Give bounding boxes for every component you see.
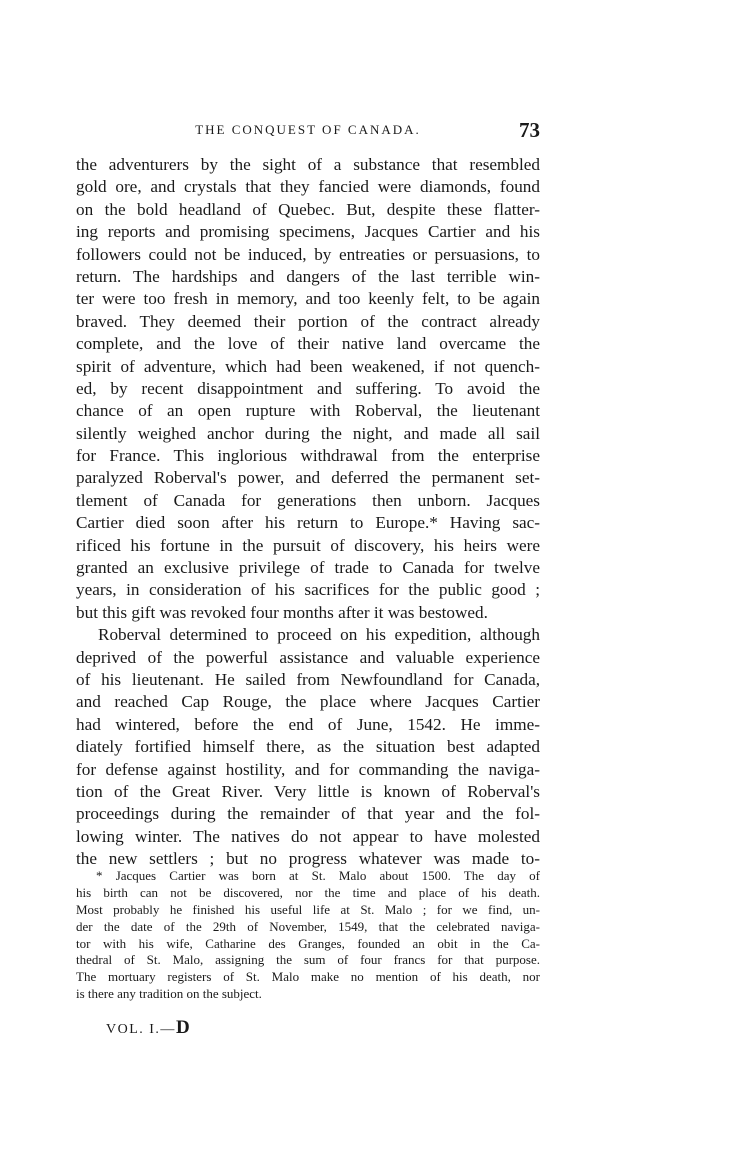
text-line: silently weighed anchor during the night, and made all sail (76, 423, 540, 443)
text-line: spirit of adventure, which had been weakened, if not quench- (76, 356, 540, 376)
footnote-line: thedral of St. Malo, assigning the sum of four francs for that purpose. (76, 952, 540, 968)
text-line: for defense against hostility, and for commanding the naviga- (76, 759, 540, 779)
footnote-line: his birth can not be discovered, nor the time and place of his death. (76, 884, 540, 900)
text-line: had wintered, before the end of June, 1542. He imme- (76, 714, 540, 734)
text-line: braved. They deemed their portion of the contract already (76, 311, 540, 331)
text-line: rificed his fortune in the pursuit of discovery, his heirs were (76, 535, 540, 555)
text-line: paralyzed Roberval's power, and deferred the permanent set- (76, 468, 540, 488)
text-line: the adventurers by the sight of a substance that resembled (76, 155, 540, 174)
text-line: years, in consideration of his sacrifices for the public good ; (76, 580, 540, 600)
footnote-line: Most probably he finished his useful life at St. Malo ; for we find, un- (76, 901, 540, 917)
text-line: ed, by recent disappointment and suffering. To avoid the (76, 378, 540, 398)
text-line: gold ore, and crystals that they fancied were diamonds, found (76, 177, 540, 197)
body-text (76, 154, 540, 871)
text-line: tion of the Great River. Very little is known of Roberval's (76, 781, 540, 801)
signature-mark (106, 1016, 190, 1040)
text-line: lowing winter. The natives do not appear to have molested (76, 826, 540, 846)
text-line: Cartier died soon after his return to Europe.* Having sac- (76, 513, 540, 533)
signature-volume: VOL. I.— (106, 1022, 176, 1037)
text-line: but this gift was revoked four months after it was bestowed. (76, 602, 488, 622)
text-line: return. The hardships and dangers of the last terrible win- (76, 266, 540, 286)
footnote-line: The mortuary registers of St. Malo make no mention of his death, nor (76, 969, 540, 985)
text-line: deprived of the powerful assistance and valuable experience (76, 647, 540, 667)
text-line: ter were too fresh in memory, and too keenly felt, to be again (76, 289, 540, 309)
footnote-line: der the date of the 29th of November, 1549, that the celebrated naviga- (76, 918, 540, 934)
text-line: and reached Cap Rouge, the place where Jacques Cartier (76, 692, 540, 712)
running-title: THE CONQUEST OF CANADA. (195, 122, 421, 137)
footnote-line: is there any tradition on the subject. (76, 986, 262, 1002)
running-head (76, 118, 540, 148)
text-line: granted an exclusive privilege of trade to Canada for twelve (76, 558, 540, 578)
text-line: complete, and the love of their native land overcame the (76, 334, 540, 354)
text-line: tlement of Canada for generations then unborn. Jacques (76, 490, 540, 510)
text-line: ing reports and promising specimens, Jacques Cartier and his (76, 222, 540, 242)
text-line: diately fortified himself there, as the situation best adapted (76, 737, 540, 757)
text-line: chance of an open rupture with Roberval, the lieutenant (76, 401, 540, 421)
text-line: of his lieutenant. He sailed from Newfoundland for Canada, (76, 669, 540, 689)
text-line: for France. This inglorious withdrawal from the enterprise (76, 446, 540, 466)
text-line: followers could not be induced, by entreaties or persuasions, to (76, 244, 540, 264)
signature-letter: D (175, 1017, 190, 1038)
footnote-line: * Jacques Cartier was born at St. Malo about 1500. The day of (96, 868, 540, 883)
text-line: the new settlers ; but no progress whatever was made to- (76, 849, 540, 869)
text-line: proceedings during the remainder of that year and the fol- (76, 804, 540, 824)
footnote (76, 868, 540, 1003)
footnote-line: tor with his wife, Catharine des Granges, founded an obit in the Ca- (76, 935, 540, 951)
page-number: 73 (519, 118, 540, 142)
paragraph-start-line: Roberval determined to proceed on his expedition, although (98, 625, 540, 645)
text-line: on the bold headland of Quebec. But, despite these flatter- (76, 199, 540, 219)
